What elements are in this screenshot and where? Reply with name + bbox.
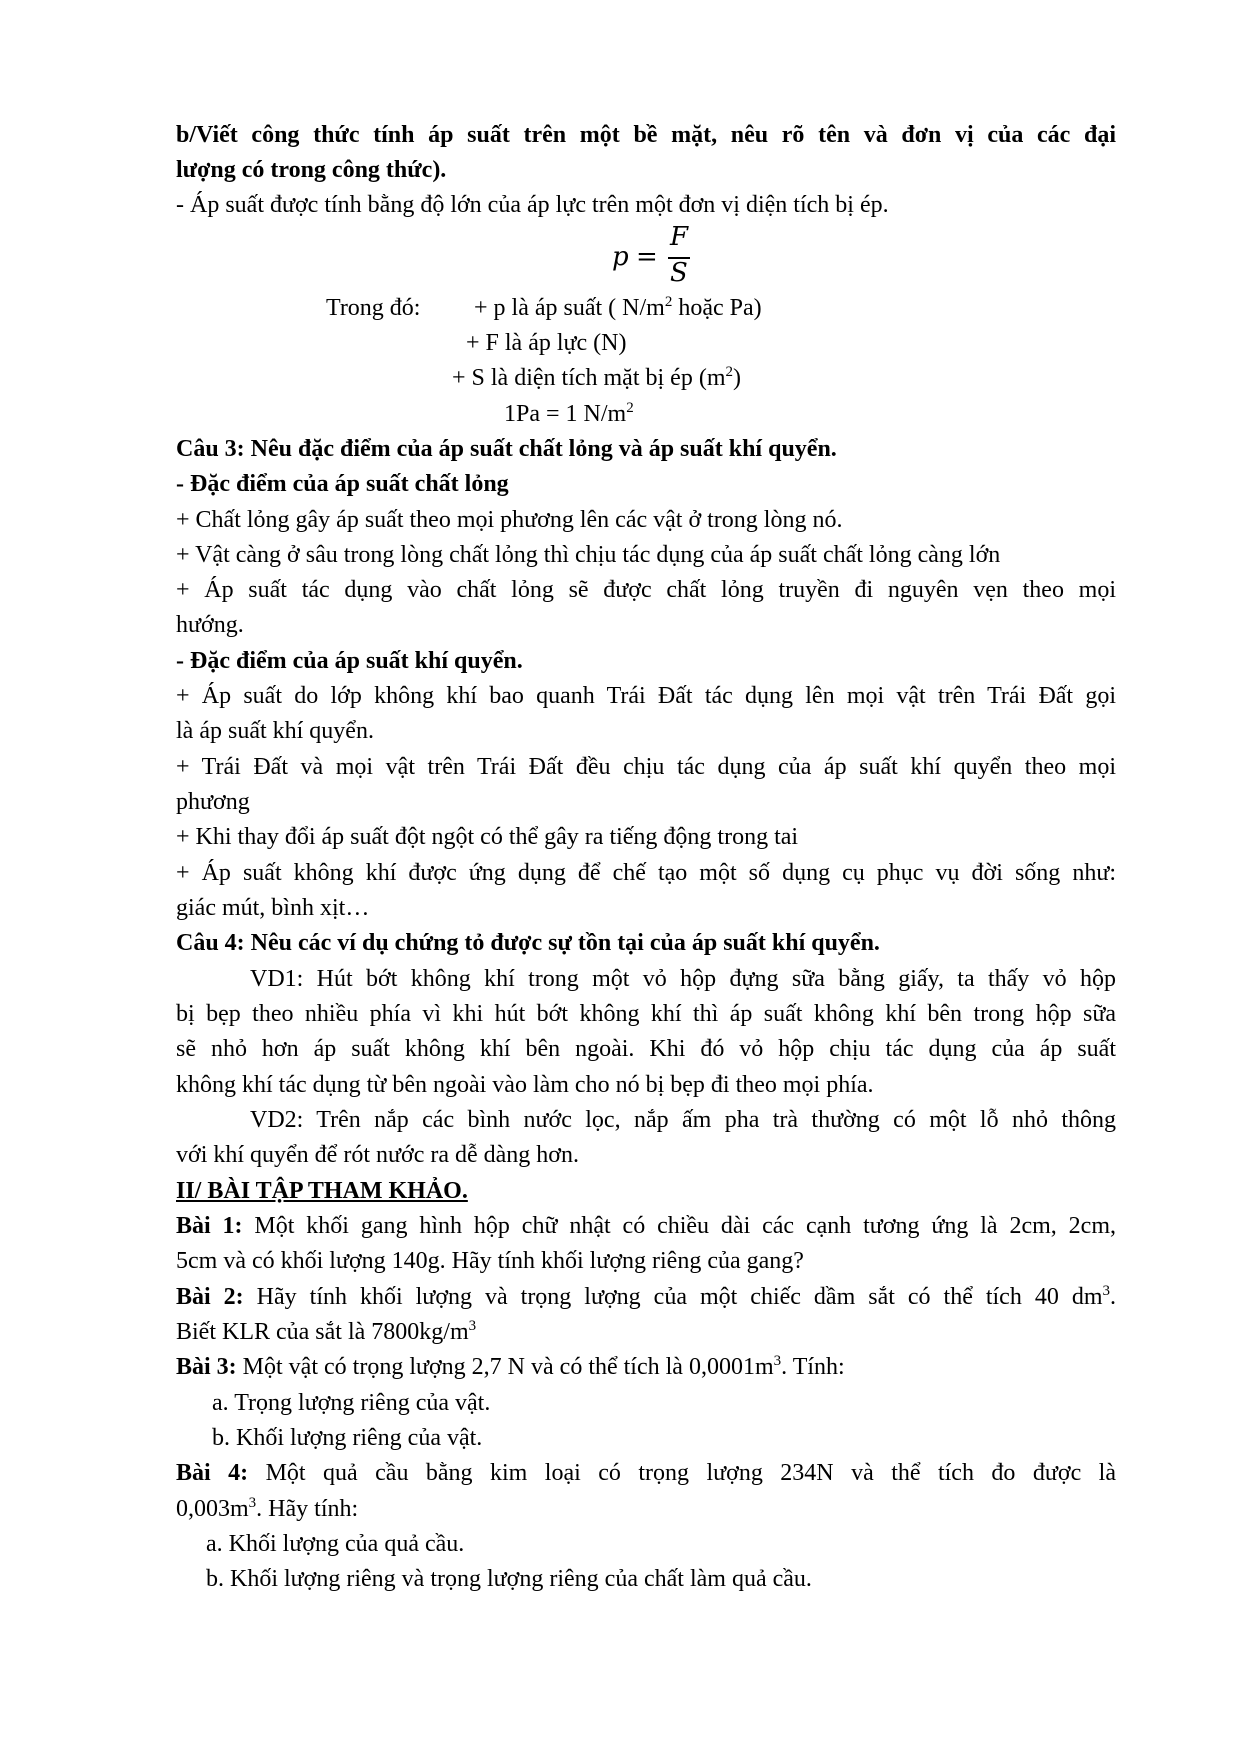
formula-denominator: S: [670, 258, 688, 288]
example-1-line-2: bị bẹp theo nhiều phía vì khi hút bớt không khí thì áp suất không khí bên trong hộp sữa: [176, 1001, 1116, 1027]
formula-equals: =: [636, 242, 658, 272]
pressure-formula: [612, 222, 692, 292]
air-heading: - Đặc điểm của áp suất khí quyển.: [176, 648, 523, 674]
air-point-4b: giác mút, bình xịt…: [176, 895, 370, 921]
pressure-definition: - Áp suất được tính bằng độ lớn của áp lực trên một đơn vị diện tích bị ép.: [176, 192, 889, 218]
air-point-4a: + Áp suất không khí được ứng dụng để chế tạo một số dụng cụ phục vụ đời sống như:: [176, 860, 1116, 886]
air-point-1a: + Áp suất do lớp không khí bao quanh Trái Đất tác dụng lên mọi vật trên Trái Đất gọi: [176, 683, 1116, 709]
example-1-line-4: không khí tác dụng từ bên ngoài vào làm cho nó bị bẹp đi theo mọi phía.: [176, 1072, 874, 1098]
exercise-3-line-1: Bài 3: Một vật có trọng lượng 2,7 N và có thể tích là $0,0001m^3$. Tính:: [176, 1353, 845, 1380]
exercise-3-part-a: a. Trọng lượng riêng của vật.: [212, 1390, 491, 1416]
example-1-line-3: sẽ nhỏ hơn áp suất không khí bên ngoài. Khi đó vỏ hộp chịu tác dụng của áp suất: [176, 1036, 1116, 1062]
example-2-line-1: VD2: Trên nắp các bình nước lọc, nắp ấm pha trà thường có một lỗ nhỏ thông: [250, 1107, 1116, 1133]
exercise-4-part-b: b. Khối lượng riêng và trọng lượng riêng của chất làm quả cầu.: [206, 1566, 812, 1592]
exercise-2-line-2: Biết KLR của sắt là $7800kg/m^3$: [176, 1318, 477, 1345]
variable-S: + S là diện tích mặt bị ép $(m^2)$: [452, 364, 741, 391]
variable-p: + p là áp suất ( $N/m^2$ hoặc Pa): [474, 294, 762, 321]
exercise-4-line-2: $0,003m^3$. Hãy tính:: [176, 1495, 359, 1522]
exercise-4-part-a: a. Khối lượng của quả cầu.: [206, 1531, 465, 1557]
example-2-line-2: với khí quyển để rót nước ra dễ dàng hơn.: [176, 1142, 579, 1168]
exercise-3-part-b: b. Khối lượng riêng của vật.: [212, 1425, 483, 1451]
variable-F: + F là áp lực (N): [466, 330, 627, 356]
air-point-2a: + Trái Đất và mọi vật trên Trái Đất đều chịu tác dụng của áp suất khí quyển theo mọi: [176, 754, 1116, 780]
cau4-title: Câu 4: Nêu các ví dụ chứng tỏ được sự tồn tại của áp suất khí quyển.: [176, 930, 880, 956]
question-b-line-1: b/Viết công thức tính áp suất trên một bề mặt, nêu rõ tên và đơn vị của các đại: [176, 122, 1116, 148]
liquid-point-3a: + Áp suất tác dụng vào chất lỏng sẽ được chất lỏng truyền đi nguyên vẹn theo mọi: [176, 577, 1116, 603]
exercises-heading: II/ BÀI TẬP THAM KHẢO.: [176, 1178, 468, 1204]
air-point-1b: là áp suất khí quyển.: [176, 718, 374, 744]
question-b-line-2: lượng có trong công thức).: [176, 157, 447, 183]
exercise-1-line-1: Bài 1: Một khối gang hình hộp chữ nhật có chiều dài các cạnh tương ứng là 2cm, 2cm,: [176, 1213, 1116, 1239]
air-point-3: + Khi thay đổi áp suất đột ngột có thể gây ra tiếng động trong tai: [176, 824, 799, 850]
liquid-point-1: + Chất lỏng gây áp suất theo mọi phương lên các vật ở trong lòng nó.: [176, 507, 843, 533]
formula-numerator: F: [670, 222, 689, 252]
example-1-line-1: VD1: Hút bớt không khí trong một vỏ hộp đựng sữa bằng giấy, ta thấy vỏ hộp: [250, 966, 1116, 992]
liquid-point-3b: hướng.: [176, 612, 244, 638]
cau3-title: Câu 3: Nêu đặc điểm của áp suất chất lỏng và áp suất khí quyển.: [176, 436, 837, 462]
liquid-heading: - Đặc điểm của áp suất chất lỏng: [176, 471, 509, 497]
exercise-2-line-1: Bài 2: Hãy tính khối lượng và trọng lượng của một chiếc dầm sắt có thể tích 40 $dm^3$.: [176, 1283, 1116, 1310]
liquid-point-2: + Vật càng ở sâu trong lòng chất lỏng thì chịu tác dụng của áp suất chất lỏng càng lớn: [176, 542, 1001, 568]
exercise-1-line-2: 5cm và có khối lượng 140g. Hãy tính khối lượng riêng của gang?: [176, 1248, 804, 1274]
air-point-2b: phương: [176, 789, 250, 815]
where-label: Trong đó:: [326, 295, 421, 321]
exercise-4-line-1: Bài 4: Một quả cầu bằng kim loại có trọng lượng 234N và thể tích đo được là: [176, 1460, 1116, 1486]
formula-lhs: p: [612, 242, 629, 272]
unit-equation: 1Pa = 1 $N/m^2$: [504, 400, 634, 427]
